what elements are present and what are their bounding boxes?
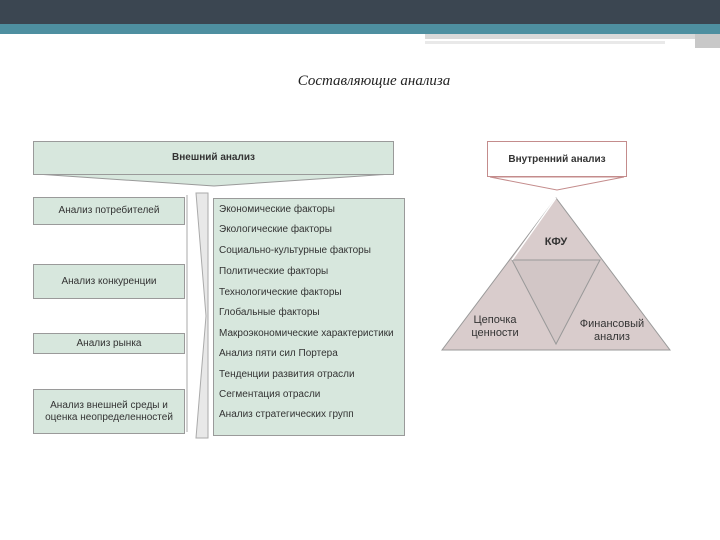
customer-analysis-label: Анализ потребителей xyxy=(58,205,160,216)
factor-item: Анализ пяти сил Портера xyxy=(219,348,338,359)
factor-item: Социально-культурные факторы xyxy=(219,245,371,256)
factor-item: Экологические факторы xyxy=(219,224,332,235)
factors-list xyxy=(213,198,405,436)
value-chain-label: Цепочка ценности xyxy=(471,314,519,339)
competition-analysis-label: Анализ конкуренции xyxy=(61,275,157,287)
slide-title: Составляющие анализа xyxy=(297,73,451,89)
kfu-label: КФУ xyxy=(544,236,568,248)
factor-item: Экономические факторы xyxy=(219,204,335,215)
market-analysis-label: Анализ рынка xyxy=(76,337,142,349)
factor-item: Глобальные факторы xyxy=(219,307,320,318)
environment-analysis-label: Анализ внешней среды и оценка неопределенностей xyxy=(45,399,173,423)
factor-item: Анализ стратегических групп xyxy=(219,409,354,420)
factor-item: Тенденции развития отрасли xyxy=(219,369,355,380)
internal-analysis-label: Внутренний анализ xyxy=(508,153,606,165)
factor-item: Сегментация отрасли xyxy=(219,389,321,400)
internal-header-arrow xyxy=(490,177,624,190)
factor-item: Технологические факторы xyxy=(219,287,342,298)
internal-analysis-header xyxy=(487,141,627,177)
competition-analysis-box xyxy=(33,264,185,299)
factor-item: Макроэкономические характеристики xyxy=(219,328,394,339)
bracket-arrow xyxy=(196,193,208,438)
customer-analysis-box xyxy=(33,197,185,225)
environment-analysis-box xyxy=(33,389,185,434)
financial-analysis-label: Финансовый анализ xyxy=(579,318,645,343)
external-header-arrow xyxy=(36,174,392,186)
external-analysis-label: Внешний анализ xyxy=(172,152,255,163)
factor-item: Политические факторы xyxy=(219,266,329,277)
external-analysis-header xyxy=(33,141,394,175)
market-analysis-box xyxy=(33,333,185,354)
